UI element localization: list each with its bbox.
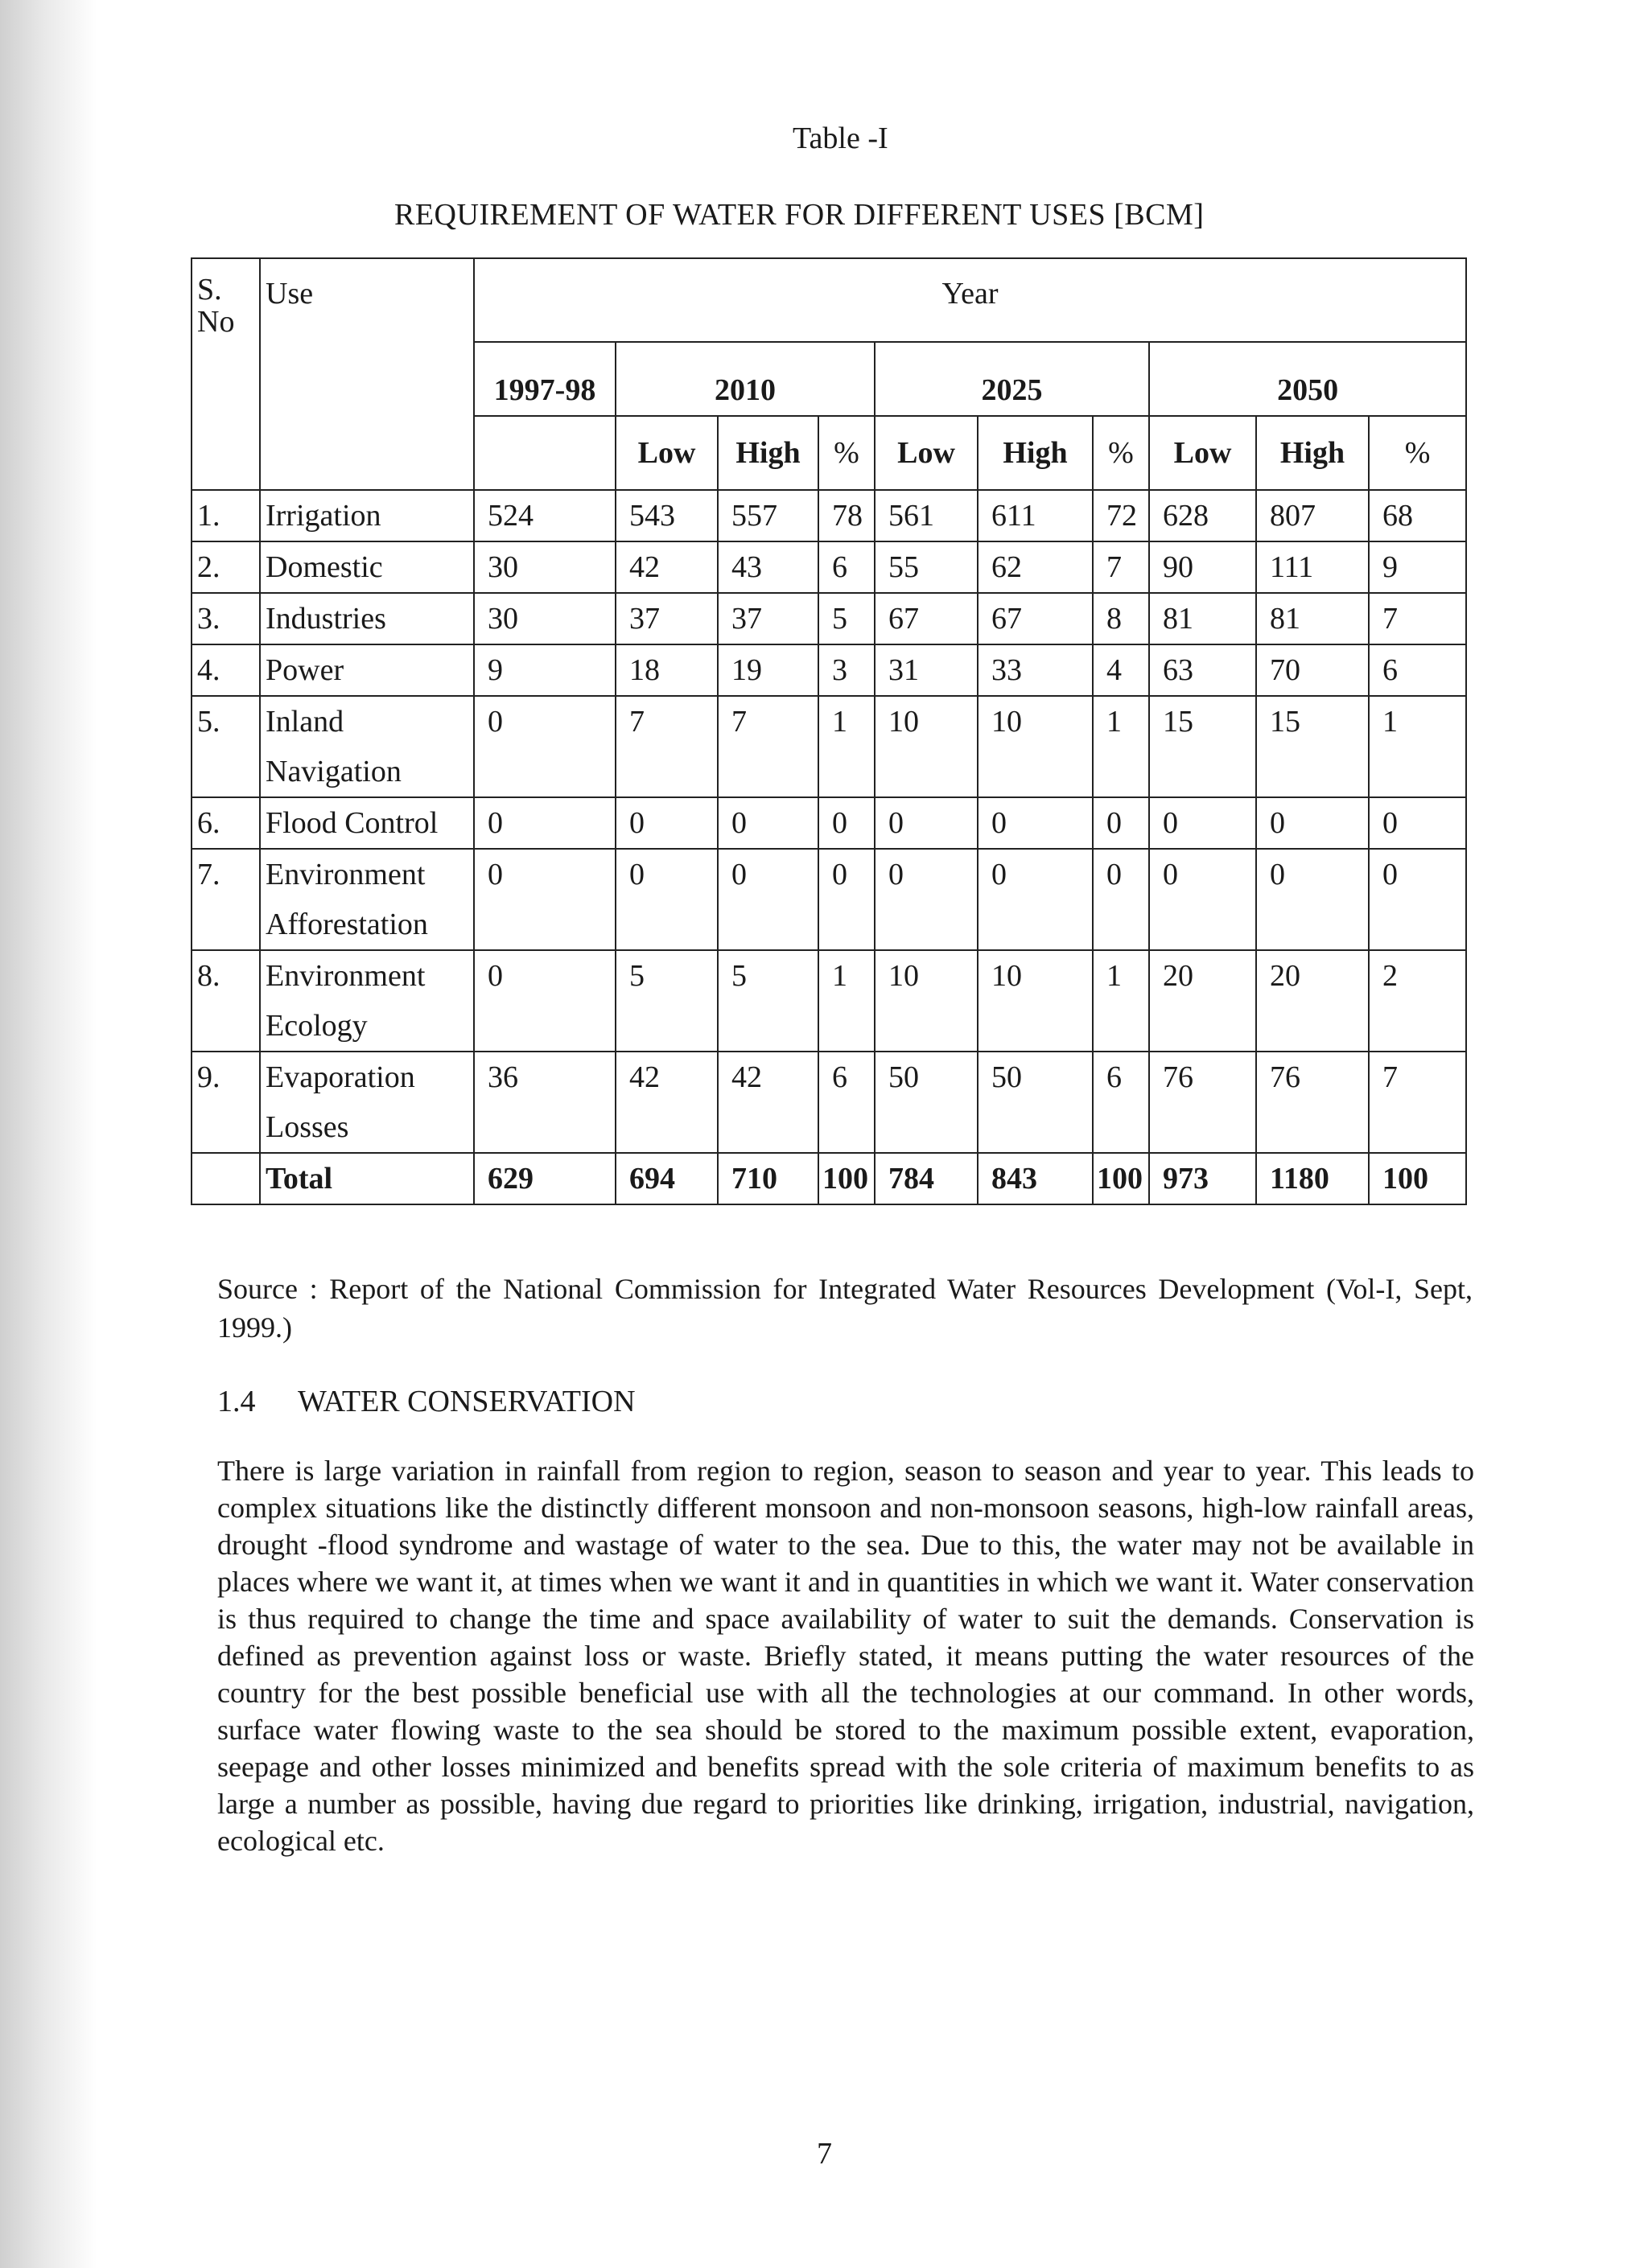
table-cell: 63 [1149, 644, 1256, 696]
table-cell: 628 [1149, 490, 1256, 541]
table-cell: 0 [1093, 797, 1149, 849]
table-cell: 42 [616, 541, 718, 593]
header-low: Low [875, 416, 978, 490]
table-cell: 19 [718, 644, 818, 696]
table-label: Table -I [793, 121, 888, 155]
table-cell: 1 [1369, 696, 1466, 797]
table-cell: 5 [616, 950, 718, 1052]
row-use: Industries [260, 593, 474, 644]
table-cell: 31 [875, 644, 978, 696]
row-number: 3. [192, 593, 260, 644]
row-use: Evaporation Losses [260, 1052, 474, 1153]
total-row [192, 1153, 1466, 1204]
table-cell: 111 [1256, 541, 1369, 593]
table-cell: 2 [1369, 950, 1466, 1052]
table-cell: 20 [1256, 950, 1369, 1052]
header-2010: 2010 [616, 342, 875, 416]
table-cell: 30 [474, 593, 616, 644]
table-cell: 20 [1149, 950, 1256, 1052]
table-cell: 18 [616, 644, 718, 696]
header-high: High [1256, 416, 1369, 490]
header-year: Year [474, 258, 1466, 342]
row-number: 2. [192, 541, 260, 593]
table-cell: 5 [718, 950, 818, 1052]
header-sno: S. No [192, 258, 260, 490]
table-cell: 70 [1256, 644, 1369, 696]
table-cell: 1 [818, 696, 875, 797]
row-number: 7. [192, 849, 260, 950]
page-number: 7 [817, 2137, 832, 2171]
header-use: Use [260, 258, 474, 490]
table-cell: 1 [1093, 696, 1149, 797]
table-cell: 15 [1149, 696, 1256, 797]
section-title: WATER CONSERVATION [298, 1385, 636, 1418]
section-number: 1.4 [217, 1385, 256, 1418]
table-cell: 10 [875, 950, 978, 1052]
table-cell: 7 [718, 696, 818, 797]
table-cell: 694 [616, 1153, 718, 1204]
total-sno [192, 1153, 260, 1204]
table-cell: 7 [1369, 1052, 1466, 1153]
table-cell: 7 [1093, 541, 1149, 593]
table-title: REQUIREMENT OF WATER FOR DIFFERENT USES [BCM] [394, 198, 1205, 232]
row-number: 4. [192, 644, 260, 696]
table-cell: 10 [978, 950, 1093, 1052]
table-cell: 0 [1093, 849, 1149, 950]
table-cell: 784 [875, 1153, 978, 1204]
table-cell: 0 [474, 849, 616, 950]
table-cell: 0 [818, 849, 875, 950]
table-row [192, 849, 1466, 950]
table-cell: 0 [616, 797, 718, 849]
table-cell: 42 [616, 1052, 718, 1153]
row-number: 9. [192, 1052, 260, 1153]
row-use: Flood Control [260, 797, 474, 849]
table-cell: 1 [1093, 950, 1149, 1052]
table-cell: 15 [1256, 696, 1369, 797]
table-cell: 50 [875, 1052, 978, 1153]
table-cell: 9 [1369, 541, 1466, 593]
table-cell: 0 [1256, 849, 1369, 950]
table-cell: 37 [718, 593, 818, 644]
table-cell: 5 [818, 593, 875, 644]
table-row [192, 644, 1466, 696]
table-cell: 9 [474, 644, 616, 696]
table-cell: 30 [474, 541, 616, 593]
header-row-1 [192, 258, 1466, 342]
water-requirement-table [191, 257, 1467, 1205]
table-cell: 81 [1149, 593, 1256, 644]
table-cell: 76 [1149, 1052, 1256, 1153]
table-row [192, 696, 1466, 797]
total-label: Total [260, 1153, 474, 1204]
header-1997-blank [474, 416, 616, 490]
table-cell: 543 [616, 490, 718, 541]
table-cell: 6 [1093, 1052, 1149, 1153]
table-cell: 10 [978, 696, 1093, 797]
table-cell: 62 [978, 541, 1093, 593]
table-cell: 629 [474, 1153, 616, 1204]
table-row [192, 1052, 1466, 1153]
table-cell: 0 [875, 797, 978, 849]
table-cell: 6 [1369, 644, 1466, 696]
table-cell: 0 [474, 696, 616, 797]
table-cell: 68 [1369, 490, 1466, 541]
table-cell: 33 [978, 644, 1093, 696]
table-cell: 0 [818, 797, 875, 849]
table-row [192, 541, 1466, 593]
row-number: 1. [192, 490, 260, 541]
table-cell: 7 [1369, 593, 1466, 644]
row-use: Power [260, 644, 474, 696]
table-row [192, 490, 1466, 541]
table-cell: 0 [1369, 797, 1466, 849]
row-use: Domestic [260, 541, 474, 593]
table-cell: 100 [1369, 1153, 1466, 1204]
table-cell: 0 [474, 950, 616, 1052]
body-paragraph: There is large variation in rainfall from region to region, season to season and year to year. This leads to complex situations like the distinctly different monsoon and non-monsoon seasons, high-low rainfall areas, drought -flood syndrome and wastage of water to the sea. Due to this, the water may not be available in places where we want it, at times when we want it and in quantities in which we want it. Water conservation is thus required to change the time and space availability of water to suit the demands. Conservation is defined as prevention against loss or waste. Briefly stated, it means putting the water resources of the country for the best possible beneficial use with all the technologies at our command. In other words, surface water flowing waste to the sea should be stored to the maximum possible extent, evaporation, seepage and other losses minimized and benefits spread with the sole criteria of maximum benefits to as large a number as possible, having due regard to priorities like drinking, irrigation, industrial, navigation, ecological etc. [217, 1455, 1474, 1857]
table-cell: 557 [718, 490, 818, 541]
section-heading [217, 1384, 636, 1419]
table-cell: 524 [474, 490, 616, 541]
table-cell: 6 [818, 541, 875, 593]
header-2050: 2050 [1149, 342, 1466, 416]
table-cell: 55 [875, 541, 978, 593]
table-cell: 0 [616, 849, 718, 950]
table-row [192, 593, 1466, 644]
row-number: 5. [192, 696, 260, 797]
row-use: Inland Navigation [260, 696, 474, 797]
row-number: 8. [192, 950, 260, 1052]
table-cell: 81 [1256, 593, 1369, 644]
header-2025: 2025 [875, 342, 1149, 416]
table-cell: 0 [978, 797, 1093, 849]
table-row [192, 797, 1466, 849]
header-pct: % [1369, 416, 1466, 490]
row-number: 6. [192, 797, 260, 849]
table-cell: 43 [718, 541, 818, 593]
table-cell: 0 [718, 849, 818, 950]
row-use: Environment Ecology [260, 950, 474, 1052]
header-high: High [718, 416, 818, 490]
table-cell: 710 [718, 1153, 818, 1204]
table-cell: 1 [818, 950, 875, 1052]
table-cell: 0 [474, 797, 616, 849]
table-cell: 0 [1149, 797, 1256, 849]
table-source: Source : Report of the National Commission for Integrated Water Resources Development (Vol-I, Sept, 1999.) [217, 1273, 1473, 1344]
table-cell: 100 [818, 1153, 875, 1204]
table-cell: 0 [1256, 797, 1369, 849]
table-cell: 0 [978, 849, 1093, 950]
header-1997: 1997-98 [474, 342, 616, 416]
table-cell: 561 [875, 490, 978, 541]
header-low: Low [1149, 416, 1256, 490]
header-pct: % [1093, 416, 1149, 490]
table-cell: 10 [875, 696, 978, 797]
table-cell: 6 [818, 1052, 875, 1153]
header-pct: % [818, 416, 875, 490]
table-cell: 0 [718, 797, 818, 849]
table-cell: 0 [1369, 849, 1466, 950]
table-cell: 50 [978, 1052, 1093, 1153]
table-cell: 72 [1093, 490, 1149, 541]
table-cell: 843 [978, 1153, 1093, 1204]
table-cell: 7 [616, 696, 718, 797]
row-use: Environment Afforestation [260, 849, 474, 950]
table-cell: 8 [1093, 593, 1149, 644]
header-low: Low [616, 416, 718, 490]
table-row [192, 950, 1466, 1052]
table-cell: 42 [718, 1052, 818, 1153]
table-cell: 78 [818, 490, 875, 541]
header-high: High [978, 416, 1093, 490]
table-cell: 90 [1149, 541, 1256, 593]
table-cell: 100 [1093, 1153, 1149, 1204]
row-use: Irrigation [260, 490, 474, 541]
table-cell: 76 [1256, 1052, 1369, 1153]
table-cell: 1180 [1256, 1153, 1369, 1204]
table-cell: 807 [1256, 490, 1369, 541]
table-cell: 67 [875, 593, 978, 644]
table-cell: 0 [1149, 849, 1256, 950]
table-cell: 973 [1149, 1153, 1256, 1204]
table-cell: 611 [978, 490, 1093, 541]
table-cell: 37 [616, 593, 718, 644]
table-cell: 3 [818, 644, 875, 696]
table-cell: 0 [875, 849, 978, 950]
table-cell: 67 [978, 593, 1093, 644]
table-cell: 36 [474, 1052, 616, 1153]
table-cell: 4 [1093, 644, 1149, 696]
